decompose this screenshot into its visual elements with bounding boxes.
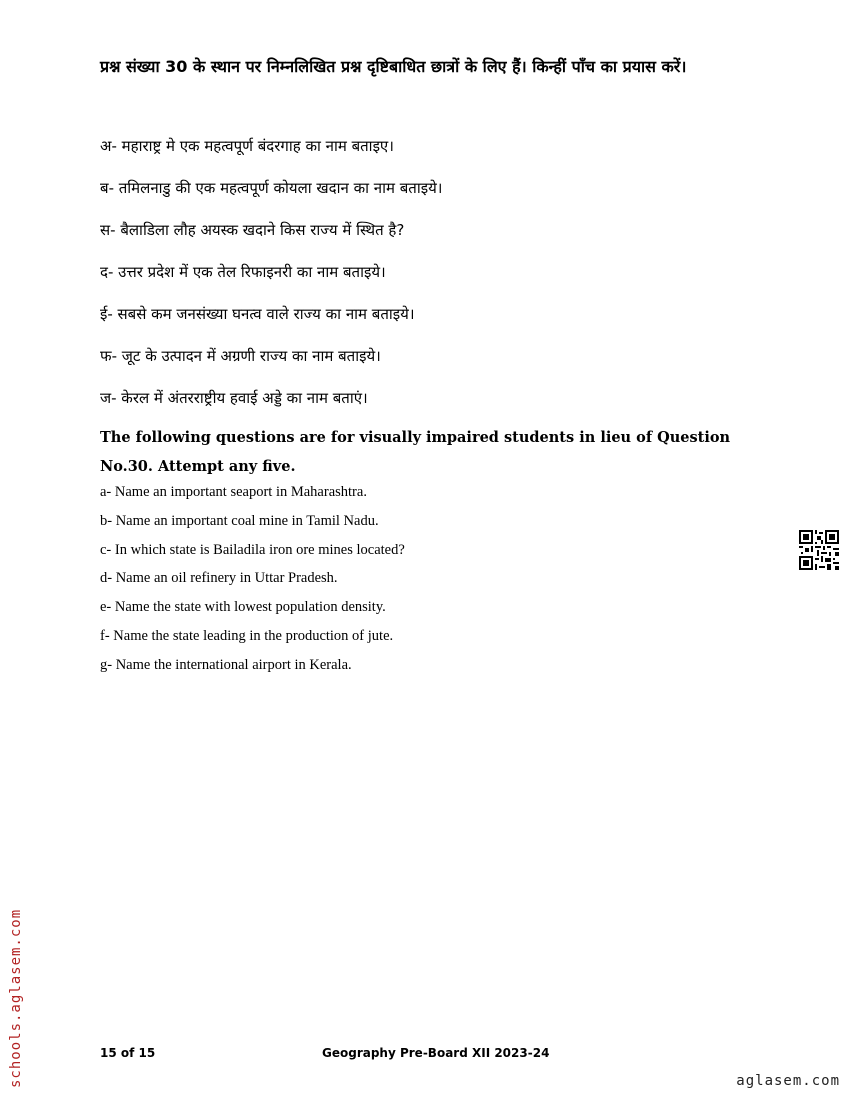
english-instructions-heading: The following questions are for visually impaired students in lieu of Question No.30. Attempt any five. [100, 429, 731, 475]
english-question-e: e- Name the state with lowest population density. [100, 599, 386, 616]
english-question-d: d- Name an oil refinery in Uttar Pradesh. [100, 570, 338, 587]
english-question-g: g- Name the international airport in Kerala. [100, 656, 352, 673]
corner-watermark: aglasem.com [736, 1073, 840, 1089]
hindi-question-c: स- बैलाडिला लौह अयस्क खदाने किस राज्य में स्थित है? [100, 221, 405, 239]
english-question-a: a- Name an important seaport in Maharashtra. [100, 484, 367, 500]
footer-document-title: Geography Pre-Board XII 2023-24 [322, 1046, 550, 1060]
english-question-list [100, 480, 750, 682]
hindi-question-d: द- उत्तर प्रदेश में एक तेल रिफाइनरी का नाम बताइये। [100, 263, 386, 281]
hindi-question-b: ब- तमिलनाडु की एक महत्वपूर्ण कोयला खदान का नाम बताइये। [100, 179, 443, 197]
english-question-f: f- Name the state leading in the production of jute. [100, 627, 394, 644]
hindi-question-a: अ- महाराष्ट्र मे एक महत्वपूर्ण बंदरगाह का नाम बताइए। [100, 137, 394, 155]
english-question-b: b- Name an important coal mine in Tamil Nadu. [100, 512, 379, 529]
footer-page-number: 15 of 15 [100, 1046, 156, 1060]
hindi-question-g: ज- केरल में अंतरराष्ट्रीय हवाई अड्डे का नाम बताएं। [100, 389, 368, 407]
side-watermark: schools.aglasem.com [8, 908, 24, 1088]
hindi-question-e: ई- सबसे कम जनसंख्या घनत्व वाले राज्य का नाम बताइये। [100, 305, 415, 323]
hindi-instructions-heading: प्रश्न संख्या 30 के स्थान पर निम्नलिखित प्रश्न दृष्टिबाधित छात्रों के लिए हैं। किन्हीं पाँच का प्रयास करें। [100, 57, 687, 76]
qr-code-icon[interactable] [799, 530, 839, 570]
hindi-question-list [100, 130, 750, 424]
hindi-question-f: फ- जूट के उत्पादन में अग्रणी राज्य का नाम बताइये। [100, 347, 381, 365]
english-question-c: c- In which state is Bailadila iron ore mines located? [100, 541, 405, 558]
